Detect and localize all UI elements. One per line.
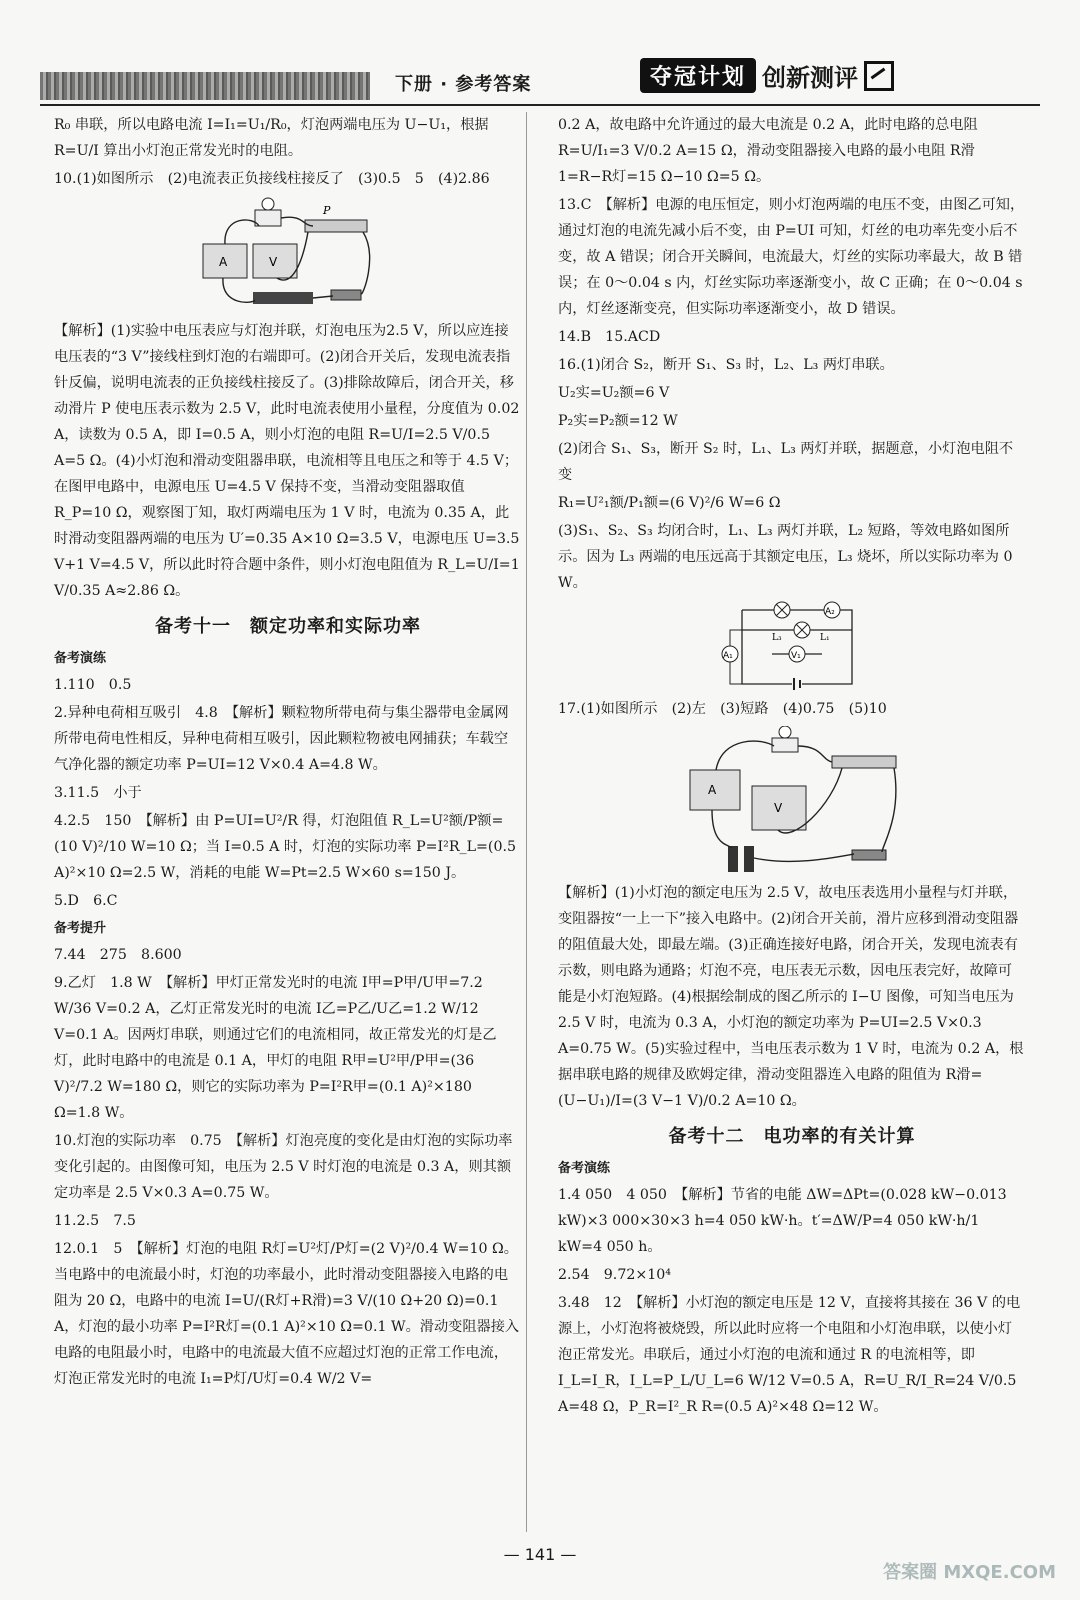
circuit-figure-17 [682, 726, 902, 876]
header-title: 下册 · 参考答案 [395, 74, 532, 95]
answer-16-p2: P₂实=P₂额=12 W [558, 413, 678, 429]
lamp-l1-label: L₁ [820, 633, 830, 643]
subsection-practice-12: 备考演练 [558, 1161, 611, 1176]
answer-12-continued: 0.2 A，故电路中允许通过的最大电流是 0.2 A，此时电路的总电阻 R=U/I₁=3 V/0.2 A=15 Ω，滑动变阻器接入电路的最小电阻 R滑1=R−R灯=15 Ω−10 Ω=5 Ω。 [558, 117, 978, 185]
answer-14-15: 14.B 15.ACD [558, 329, 661, 345]
logo-subtitle: 创新测评 [762, 64, 859, 92]
slider-label: P [323, 204, 331, 217]
answer-12-2: 2.54 9.72×10⁴ [558, 1267, 671, 1283]
answer-17-explanation: 【解析】(1)小灯泡的额定电压为 2.5 V，故电压表选用小量程与灯并联，变阻器按“一上一下”接入电路中。(2)闭合开关前，滑片应移到滑动变阻器的阻值最大处，即最左端。(3)正确连接好电路，闭合开关，发现电流表有示数，则电路为通路；灯泡不亮，电压表无示数，因电压表完好，故障可能是小灯泡短路。(4)根据绘制成的图乙所示的 I−U 图像，可知当电压为 2.5 V 时，电流为 0.3 A，小灯泡的额定功率为 P=UI=2.5 V×0.3 A=0.75 W。(5)实验过程中，当电压表示数为 1 V 时，电流为 0.2 A，根据串联电路的规律及欧姆定律，滑动变阻器连入电路的阻值为 R滑=(U−U₁)/I=(3 V−1 V)/0.2 A=10 Ω。 [558, 885, 1024, 1109]
answer-1: 1.110 0.5 [54, 677, 132, 693]
page-number: — 141 — [503, 1545, 577, 1564]
answer-12: 12.0.1 5 【解析】灯泡的电阻 R灯=U²灯/P灯=(2 V)²/0.4 W=10 Ω。当电路中的电流最小时，灯泡的功率最小，此时滑动变阻器接入电路的电阻为 20 Ω，电路中的电流 I=U/(R灯+R滑)=3 V/(10 Ω+20 Ω)=0.1 A，灯泡的最小功率 P=I²R灯=(0.1 A)²×10 Ω=0.1 W。滑动变阻器接入电路的电阻最小时，电路中的电流最大值不应超过灯泡的正常工作电流，灯泡正常发光时的电流 I₁=P灯/U灯=0.4 W/2 V= [54, 1241, 520, 1387]
answer-10-explanation: 【解析】(1)实验中电压表应与灯泡并联，灯泡电压为2.5 V，所以应连接电压表的“3 V”接线柱到灯泡的右端即可。(2)闭合开关后，发现电流表指针反偏，说明电流表的正负接线柱接反了。(3)排除故障后，闭合开关，移动滑片 P 使电压表示数为 2.5 V，此时电流表使用小量程，分度值为 0.02 A，读数为 0.5 A，即 I=0.5 A，则小灯泡的电阻 R=U/I=2.5 V/0.5 A=5 Ω。(4)小灯泡和滑动变阻器串联，电流相等且电压之和等于 4.5 V；在图甲电路中，电源电压 U=4.5 V 保持不变，当滑动变阻器取值 R_P=10 Ω，观察图丁知，取灯两端电压为 1 V 时，电流为 0.35 A，此时滑动变阻器两端的电压为 U′=0.35 A×10 Ω=3.5 V，电源电压 U=3.5 V+1 V=4.5 V，所以此时符合题中条件，则小灯泡电阻值为 R_L=U/I=1 V/0.35 A≈2.86 Ω。 [54, 323, 520, 599]
answer-10b: 10.灯泡的实际功率 0.75 【解析】灯泡亮度的变化是由灯泡的实际功率变化引起的。由图像可知，电压为 2.5 V 时灯泡的电流是 0.3 A，则其额定功率是 2.5 V×0.3 A=0.75 W。 [54, 1133, 513, 1201]
header-rule [40, 104, 1040, 106]
answer-5-6: 5.D 6.C [54, 893, 118, 909]
subsection-practice: 备考演练 [54, 651, 107, 666]
lamp-l3-label: L₃ [772, 633, 782, 643]
answer-16-u2: U₂实=U₂额=6 V [558, 385, 670, 401]
left-column [54, 112, 522, 1394]
answer-3: 3.11.5 小于 [54, 785, 142, 801]
answer-7-8: 7.44 275 8.600 [54, 947, 182, 963]
answer-text: R₀ 串联，所以电路电流 I=I₁=U₁/R₀，灯泡两端电压为 U−U₁，根据 R=U/I 算出小灯泡正常发光时的电阻。 [54, 117, 489, 159]
logo-text: 夺冠计划 [640, 58, 756, 93]
answer-2: 2.异种电荷相互吸引 4.8 【解析】颗粒物所带电荷与集尘器带电金属网所带电荷电性相反，异种电荷相互吸引，因此颗粒物被电网捕获；车载空气净化器的额定功率 P=UI=12 V×0.4 A=4.8 W。 [54, 705, 509, 773]
answer-16-part3: (3)S₁、S₂、S₃ 均闭合时，L₁、L₃ 两灯并联，L₂ 短路，等效电路如图所示。因为 L₃ 两端的电压远高于其额定电压，L₃ 烧坏，所以实际功率为 0 W。 [558, 523, 1013, 591]
circuit-figure-10 [193, 196, 383, 314]
answer-4: 4.2.5 150 【解析】由 P=UI=U²/R 得，灯泡阻值 R_L=U²额/P额=(10 V)²/10 W=10 Ω；当 I=0.5 A 时，灯泡的实际功率 P=I²R_L=(0.5 A)²×10 Ω=2.5 W，消耗的电能 W=Pt=2.5 W×60 s=150 J。 [54, 813, 517, 881]
answer-13: 13.C 【解析】电源的电压恒定，则小灯泡两端的电压不变，由图乙可知，通过灯泡的电流先减小后不变，由 P=UI 可知，灯丝的电功率先变小后不变，故 A 错误；闭合开关瞬间，电流最大，灯丝的实际功率最大，故 B 错误；在 0～0.04 s 内，灯丝实际功率逐渐变小，故 C 正确；在 0～0.04 s 内，灯丝逐渐变亮，但实际功率逐渐变小，故 D 错误。 [558, 197, 1025, 317]
column-divider [526, 112, 527, 1532]
logo-mark-icon [864, 61, 894, 91]
answer-16-part2: (2)闭合 S₁、S₃，断开 S₂ 时，L₁、L₃ 两灯并联，据题意，小灯泡电阻不变 [558, 441, 1014, 483]
section-title-11: 备考十一 额定功率和实际功率 [155, 616, 421, 637]
voltmeter-label-17: V [774, 801, 783, 815]
voltmeter-label: V [269, 255, 278, 269]
brand-logo [640, 58, 894, 93]
ammeter-a2-label: A₂ [825, 607, 835, 617]
answer-12-3: 3.48 12 【解析】小灯泡的额定电压是 12 V，直接将其接在 36 V 的电源上，小灯泡将被烧毁，所以此时应将一个电阻和小灯泡串联，以使小灯泡正常发光。串联后，通过小灯泡的电流和通过 R 的电流相等，即 I_L=I_R，I_L=P_L/U_L=6 W/12 V=0.5 A，R=U_R/I_R=24 V/0.5 A=48 Ω，P_R=I²_R R=(0.5 A)²×48 Ω=12 W。 [558, 1295, 1021, 1415]
answer-11: 11.2.5 7.5 [54, 1213, 136, 1229]
watermark: 答案圈 MXQE.COM [883, 1562, 1056, 1583]
ammeter-a1-label: A₁ [723, 651, 733, 661]
ammeter-label: A [219, 255, 228, 269]
answer-9: 9.乙灯 1.8 W 【解析】甲灯正常发光时的电流 I甲=P甲/U甲=7.2 W/36 V=0.2 A，乙灯正常发光时的电流 I乙=P乙/U乙=1.2 W/12 V=0.1 A。因两灯串联，则通过它们的电流相同，故正常发光的灯是乙灯，此时电路中的电流是 0.1 A，甲灯的电阻 R甲=U²甲/P甲=(36 V)²/7.2 W=180 Ω，则它的实际功率为 P=I²R甲=(0.1 A)²×180 Ω=1.8 W。 [54, 975, 497, 1121]
voltmeter-v1-label: V₁ [791, 651, 801, 661]
answer-10: 10.(1)如图所示 (2)电流表正负接线柱接反了 (3)0.5 5 (4)2.86 [54, 171, 490, 187]
subsection-advance: 备考提升 [54, 921, 107, 936]
answer-16-part1: 16.(1)闭合 S₂，断开 S₁、S₃ 时，L₂、L₃ 两灯串联。 [558, 357, 894, 373]
right-column [558, 112, 1026, 1422]
ammeter-label-17: A [708, 783, 717, 797]
equivalent-circuit-figure [712, 600, 872, 692]
answer-12-1: 1.4 050 4 050 【解析】节省的电能 ΔW=ΔPt=(0.028 kW−0.013 kW)×3 000×30×3 h=4 050 kW·h。t′=ΔW/P=4 050 kW·h/1 kW=4 050 h。 [558, 1187, 1007, 1255]
answer-16-r1: R₁=U²₁额/P₁额=(6 V)²/6 W=6 Ω [558, 495, 781, 511]
page-header [0, 0, 1080, 110]
section-title-12: 备考十二 电功率的有关计算 [668, 1126, 916, 1147]
answer-17: 17.(1)如图所示 (2)左 (3)短路 (4)0.75 (5)10 [558, 701, 887, 717]
header-decoration [40, 72, 370, 100]
